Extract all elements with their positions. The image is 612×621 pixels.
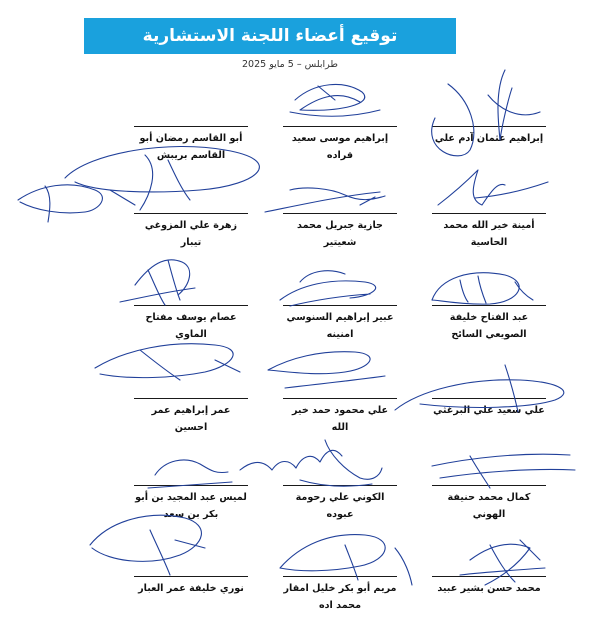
signature-block	[283, 485, 397, 523]
signatory-name: الكوني علي رحومة عبوده	[295, 492, 385, 520]
signature-scribble	[265, 188, 385, 212]
signature-line	[432, 576, 546, 577]
signature-block	[134, 213, 248, 251]
signature-block	[283, 305, 397, 343]
signature-scribble	[438, 170, 548, 205]
page-title: توقيع أعضاء اللجنة الاستشارية	[142, 26, 398, 46]
place-date-line: طرابلس – 5 مايو 2025	[242, 59, 338, 70]
signature-block	[432, 213, 546, 251]
signatory-name: لميس عبد المجيد بن أبو بكر بن سعد	[135, 492, 247, 520]
signature-block	[134, 576, 248, 597]
signature-line	[432, 305, 546, 306]
signatory-name: إبراهيم عثمان آدم علي	[434, 133, 544, 144]
signature-block	[432, 576, 546, 597]
signature-line	[432, 126, 546, 127]
signature-block	[283, 398, 397, 436]
signature-block	[432, 305, 546, 343]
signature-block	[283, 213, 397, 251]
signature-line	[432, 485, 546, 486]
signature-line	[134, 398, 248, 399]
signature-line	[134, 576, 248, 577]
signature-scribble	[148, 460, 232, 488]
signature-block	[134, 305, 248, 343]
signatory-name: نوري خليفة عمر العبار	[138, 583, 244, 594]
signature-scribble	[268, 352, 385, 388]
signature-block	[432, 398, 546, 419]
signature-block	[134, 398, 248, 436]
signature-line	[432, 398, 546, 399]
signatory-name: علي سعيد علي البرغثي	[433, 405, 545, 416]
signature-line	[134, 305, 248, 306]
signatory-name: عصام يوسف مفتاح الماوي	[145, 312, 237, 340]
signature-scribble	[432, 454, 575, 488]
signature-line	[283, 126, 397, 127]
signatory-name: جازية جبريل محمد شعيتير	[297, 220, 383, 248]
signatory-name: مريم أبو بكر خليل امقار محمد اده	[283, 583, 397, 611]
signature-scribble	[18, 185, 135, 222]
signature-block	[432, 485, 546, 523]
signatory-name: عبير إبراهيم السنوسي امنينه	[286, 312, 394, 340]
signatory-name: محمد حسن بشير عبيد	[437, 583, 541, 594]
signature-line	[134, 485, 248, 486]
signature-block	[134, 485, 248, 523]
signature-scribble	[290, 84, 380, 116]
signatory-name: زهرة علي المزوغي تيبار	[144, 220, 238, 248]
signature-scribble	[432, 273, 533, 304]
signature-line	[134, 126, 248, 127]
signature-line	[134, 213, 248, 214]
signature-scribble	[120, 260, 195, 305]
signatory-name: علي محمود حمد خير الله	[291, 405, 389, 433]
signatory-name: كمال محمد حنيفة الهوني	[447, 492, 531, 520]
title-banner	[84, 18, 456, 54]
signature-line	[283, 305, 397, 306]
signature-block	[283, 576, 397, 614]
signatory-name: أبو القاسم رمضان أبو القاسم بريبش	[139, 133, 243, 161]
signatory-name: عبد الفتاح خليفة الصويعي السائح	[449, 312, 529, 340]
signature-block	[432, 126, 546, 147]
signature-line	[283, 576, 397, 577]
signature-block	[283, 126, 397, 164]
signatory-name: إبراهيم موسى سعيد قراده	[291, 133, 389, 161]
signatory-name: عمر إبراهيم عمر احسين	[151, 405, 231, 433]
signatory-name: أمينة خير الله محمد الحاسية	[443, 220, 535, 248]
signature-scribble	[95, 344, 240, 380]
signature-line	[283, 213, 397, 214]
signature-block	[134, 126, 248, 164]
signature-line	[432, 213, 546, 214]
signature-line	[283, 485, 397, 486]
signature-line	[283, 398, 397, 399]
signature-scribble	[90, 515, 205, 575]
signature-scribble	[280, 271, 376, 306]
signature-scribble	[240, 440, 382, 486]
